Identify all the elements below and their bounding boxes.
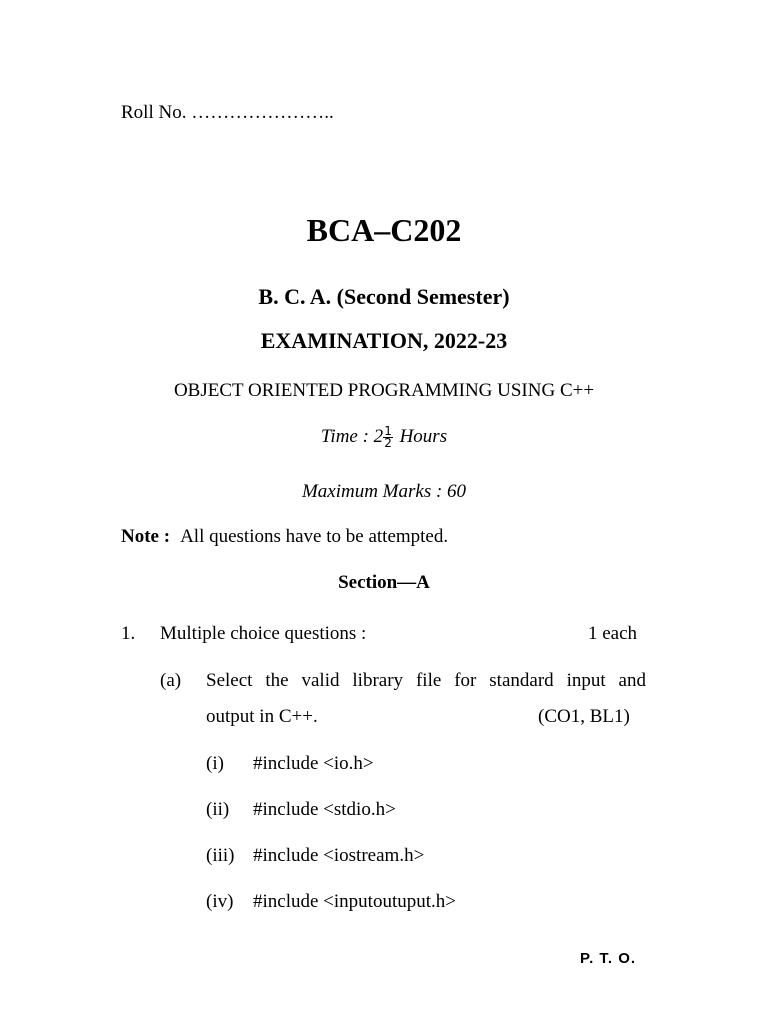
option-text: #include <stdio.h> xyxy=(253,799,396,820)
course-outcome-tag: (CO1, BL1) xyxy=(538,706,630,727)
note-text: All questions have to be attempted. xyxy=(180,526,449,547)
exam-duration xyxy=(0,426,768,449)
option-text: #include <inputoutuput.h> xyxy=(253,891,456,912)
time-label: Time : 2 xyxy=(320,426,384,447)
option-label: (iii) xyxy=(206,845,235,866)
subquestion-label: (a) xyxy=(160,670,182,691)
option-item xyxy=(206,845,424,867)
option-item xyxy=(206,799,396,821)
time-fraction xyxy=(383,426,393,449)
subquestion-text-line1: Select the valid library file for standard input and xyxy=(206,670,646,691)
option-label: (iv) xyxy=(206,891,234,912)
question-marks: 1 each xyxy=(588,623,638,644)
option-text: #include <iostream.h> xyxy=(253,845,425,866)
question-text: Multiple choice questions : xyxy=(160,623,367,644)
maximum-marks: Maximum Marks : 60 xyxy=(301,481,467,502)
subquestion-text-line2: output in C++. xyxy=(206,706,318,727)
option-label: (i) xyxy=(206,753,224,774)
option-text: #include <io.h> xyxy=(253,753,374,774)
section-heading: Section—A xyxy=(338,572,430,593)
roll-number-line: Roll No. ………………….. xyxy=(121,102,334,123)
fraction-numerator: 1 xyxy=(384,424,392,439)
examination-title: EXAMINATION, 2022-23 xyxy=(260,328,508,353)
paper-code: BCA–C202 xyxy=(306,212,462,248)
option-item xyxy=(206,753,374,775)
option-label: (ii) xyxy=(206,799,230,820)
time-unit: Hours xyxy=(394,426,448,447)
subject-title: OBJECT ORIENTED PROGRAMMING USING C++ xyxy=(173,380,595,401)
instructions-note xyxy=(121,526,448,548)
fraction-denominator: 2 xyxy=(384,436,392,451)
course-title: B. C. A. (Second Semester) xyxy=(258,284,510,309)
please-turn-over: P. T. O. xyxy=(580,950,637,967)
option-item xyxy=(206,891,456,913)
note-label: Note : xyxy=(121,526,171,547)
question-number: 1. xyxy=(121,623,136,644)
